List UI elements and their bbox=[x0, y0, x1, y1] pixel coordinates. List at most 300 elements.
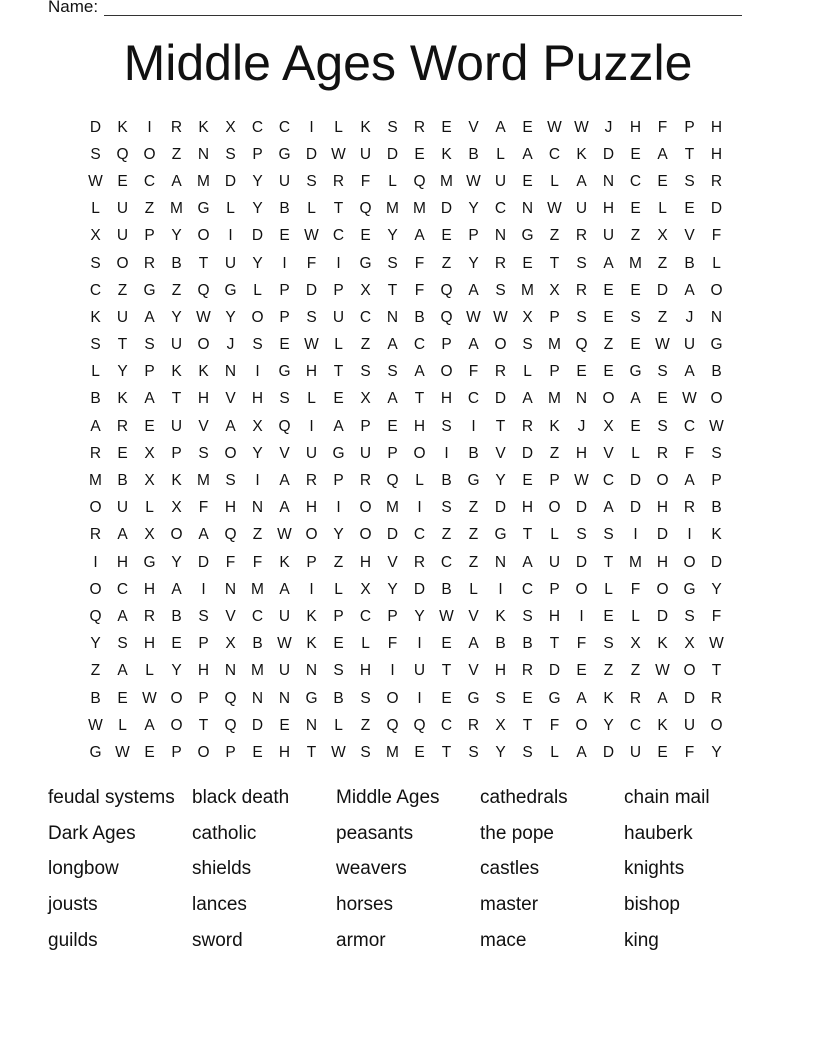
grid-letter: G bbox=[548, 689, 561, 707]
grid-letter: I bbox=[336, 499, 341, 517]
grid-letter: H bbox=[710, 118, 723, 136]
grid-letter: S bbox=[576, 308, 587, 326]
grid-letter: D bbox=[629, 499, 642, 517]
grid-letter: M bbox=[386, 743, 399, 761]
grid-letter: I bbox=[687, 526, 692, 544]
grid-letter: F bbox=[711, 227, 722, 245]
grid-letter: K bbox=[306, 635, 317, 653]
grid-letter: O bbox=[197, 336, 210, 354]
grid-letter: M bbox=[548, 336, 561, 354]
grid-letter: S bbox=[684, 607, 695, 625]
grid-letter: A bbox=[468, 635, 479, 653]
grid-letter: S bbox=[495, 689, 506, 707]
grid-letter: I bbox=[255, 472, 260, 490]
grid-letter: F bbox=[630, 580, 641, 598]
grid-letter: M bbox=[386, 200, 399, 218]
grid-letter: B bbox=[684, 254, 695, 272]
grid-letter: E bbox=[657, 390, 668, 408]
grid-letter: L bbox=[631, 607, 640, 625]
grid-letter: B bbox=[90, 390, 101, 408]
grid-letter: L bbox=[388, 172, 397, 190]
grid-letter: A bbox=[468, 281, 479, 299]
grid-letter: Z bbox=[468, 499, 479, 517]
grid-letter: O bbox=[305, 526, 318, 544]
grid-letter: W bbox=[493, 308, 508, 326]
grid-letter: G bbox=[143, 281, 156, 299]
grid-letter: L bbox=[91, 200, 100, 218]
grid-letter: T bbox=[117, 336, 128, 354]
grid-letter: X bbox=[360, 390, 371, 408]
grid-letter: G bbox=[332, 444, 345, 462]
grid-letter: Y bbox=[171, 227, 182, 245]
grid-letter: N bbox=[305, 662, 318, 680]
grid-letter: I bbox=[309, 580, 314, 598]
grid-letter: R bbox=[467, 716, 480, 734]
grid-letter: N bbox=[602, 172, 615, 190]
grid-letter: O bbox=[143, 145, 156, 163]
grid-letter: R bbox=[710, 172, 723, 190]
grid-letter: M bbox=[440, 172, 453, 190]
grid-letter: F bbox=[252, 553, 263, 571]
grid-letter: O bbox=[683, 553, 696, 571]
grid-letter: B bbox=[414, 308, 425, 326]
grid-letter: Y bbox=[711, 743, 722, 761]
grid-letter: P bbox=[171, 444, 182, 462]
grid-letter: W bbox=[439, 607, 454, 625]
grid-letter: I bbox=[309, 417, 314, 435]
grid-letter: U bbox=[278, 172, 291, 190]
grid-letter: U bbox=[278, 607, 291, 625]
grid-letter: G bbox=[494, 526, 507, 544]
grid-letter: T bbox=[711, 662, 722, 680]
grid-letter: C bbox=[359, 607, 372, 625]
grid-letter: P bbox=[144, 363, 155, 381]
grid-letter: N bbox=[575, 390, 588, 408]
letter-grid bbox=[82, 114, 730, 767]
grid-letter: T bbox=[522, 526, 533, 544]
grid-letter: F bbox=[684, 743, 695, 761]
grid-letter: O bbox=[656, 472, 669, 490]
grid-letter: T bbox=[333, 363, 344, 381]
grid-letter: K bbox=[117, 118, 128, 136]
grid-letter: C bbox=[602, 472, 615, 490]
grid-row bbox=[82, 440, 730, 467]
word-bank-item: knights bbox=[624, 858, 685, 880]
grid-letter: D bbox=[710, 200, 723, 218]
grid-letter: B bbox=[441, 580, 452, 598]
grid-letter: U bbox=[116, 308, 129, 326]
grid-letter: L bbox=[496, 145, 505, 163]
word-bank-item: hauberk bbox=[624, 822, 693, 844]
grid-letter: L bbox=[415, 472, 424, 490]
grid-letter: W bbox=[466, 172, 481, 190]
grid-letter: U bbox=[683, 716, 696, 734]
grid-letter: A bbox=[279, 499, 290, 517]
grid-letter: B bbox=[468, 444, 479, 462]
grid-letter: V bbox=[387, 553, 398, 571]
grid-letter: E bbox=[333, 635, 344, 653]
grid-letter: O bbox=[683, 662, 696, 680]
grid-letter: E bbox=[441, 689, 452, 707]
grid-letter: C bbox=[548, 145, 561, 163]
grid-letter: Z bbox=[468, 526, 479, 544]
grid-row bbox=[82, 576, 730, 603]
grid-letter: O bbox=[710, 716, 723, 734]
grid-letter: D bbox=[89, 118, 102, 136]
grid-letter: S bbox=[576, 526, 587, 544]
grid-letter: L bbox=[631, 444, 640, 462]
grid-letter: G bbox=[278, 363, 291, 381]
grid-letter: S bbox=[360, 743, 371, 761]
grid-letter: C bbox=[467, 390, 480, 408]
grid-letter: O bbox=[170, 716, 183, 734]
grid-letter: P bbox=[252, 145, 263, 163]
grid-letter: I bbox=[93, 553, 98, 571]
word-bank-item: castles bbox=[480, 858, 540, 880]
grid-letter: K bbox=[306, 607, 317, 625]
grid-letter: X bbox=[360, 580, 371, 598]
grid-letter: O bbox=[359, 526, 372, 544]
grid-row bbox=[82, 413, 730, 440]
grid-letter: T bbox=[495, 417, 506, 435]
grid-letter: L bbox=[334, 716, 343, 734]
grid-letter: R bbox=[116, 417, 129, 435]
grid-letter: E bbox=[630, 281, 641, 299]
grid-letter: H bbox=[413, 417, 426, 435]
grid-letter: P bbox=[171, 743, 182, 761]
grid-letter: F bbox=[387, 635, 398, 653]
grid-letter: U bbox=[359, 444, 372, 462]
grid-letter: Z bbox=[117, 281, 128, 299]
grid-letter: E bbox=[252, 743, 263, 761]
grid-row bbox=[82, 522, 730, 549]
grid-letter: Z bbox=[549, 227, 560, 245]
grid-letter: O bbox=[116, 254, 129, 272]
grid-letter: O bbox=[170, 689, 183, 707]
grid-letter: Z bbox=[171, 145, 182, 163]
grid-letter: U bbox=[575, 200, 588, 218]
grid-letter: F bbox=[414, 254, 425, 272]
word-bank-item: longbow bbox=[48, 858, 119, 880]
grid-letter: H bbox=[278, 743, 291, 761]
grid-letter: V bbox=[684, 227, 695, 245]
grid-letter: D bbox=[521, 444, 534, 462]
grid-letter: U bbox=[116, 499, 129, 517]
grid-letter: K bbox=[117, 390, 128, 408]
grid-letter: Z bbox=[468, 553, 479, 571]
grid-letter: Y bbox=[252, 444, 263, 462]
grid-letter: W bbox=[277, 526, 292, 544]
grid-letter: K bbox=[198, 118, 209, 136]
grid-letter: A bbox=[144, 308, 155, 326]
grid-letter: H bbox=[197, 662, 210, 680]
grid-letter: E bbox=[360, 227, 371, 245]
word-bank-row bbox=[48, 780, 768, 816]
grid-letter: I bbox=[417, 689, 422, 707]
grid-letter: P bbox=[684, 118, 695, 136]
grid-row bbox=[82, 223, 730, 250]
grid-letter: X bbox=[252, 417, 263, 435]
grid-letter: Q bbox=[440, 281, 453, 299]
grid-letter: O bbox=[575, 580, 588, 598]
grid-letter: Q bbox=[413, 172, 426, 190]
grid-letter: G bbox=[683, 580, 696, 598]
grid-letter: D bbox=[602, 145, 615, 163]
grid-letter: A bbox=[468, 336, 479, 354]
grid-row bbox=[82, 658, 730, 685]
grid-letter: U bbox=[224, 254, 237, 272]
grid-letter: E bbox=[414, 743, 425, 761]
grid-letter: L bbox=[658, 200, 667, 218]
grid-letter: G bbox=[224, 281, 237, 299]
grid-letter: A bbox=[387, 390, 398, 408]
grid-letter: O bbox=[575, 716, 588, 734]
grid-letter: K bbox=[279, 553, 290, 571]
grid-letter: F bbox=[711, 607, 722, 625]
grid-letter: G bbox=[467, 472, 480, 490]
grid-letter: Z bbox=[144, 200, 155, 218]
grid-letter: P bbox=[549, 580, 560, 598]
grid-letter: Q bbox=[116, 145, 129, 163]
grid-letter: O bbox=[197, 227, 210, 245]
grid-letter: A bbox=[117, 662, 128, 680]
grid-letter: S bbox=[441, 499, 452, 517]
page-title: Middle Ages Word Puzzle bbox=[123, 35, 693, 91]
grid-letter: C bbox=[251, 607, 264, 625]
grid-letter: A bbox=[522, 553, 533, 571]
grid-letter: Y bbox=[711, 580, 722, 598]
grid-row bbox=[82, 196, 730, 223]
grid-letter: O bbox=[494, 336, 507, 354]
grid-letter: M bbox=[413, 200, 426, 218]
grid-letter: M bbox=[521, 281, 534, 299]
grid-letter: W bbox=[196, 308, 211, 326]
grid-letter: E bbox=[630, 145, 641, 163]
grid-letter: Z bbox=[360, 716, 371, 734]
grid-letter: Q bbox=[197, 281, 210, 299]
grid-letter: L bbox=[361, 635, 370, 653]
word-bank-item: peasants bbox=[336, 822, 414, 844]
grid-letter: E bbox=[522, 689, 533, 707]
grid-letter: R bbox=[494, 254, 507, 272]
grid-letter: Y bbox=[252, 172, 263, 190]
grid-letter: O bbox=[710, 281, 723, 299]
grid-letter: S bbox=[144, 336, 155, 354]
grid-letter: L bbox=[469, 580, 478, 598]
grid-row bbox=[82, 685, 730, 712]
grid-letter: V bbox=[468, 662, 479, 680]
grid-letter: T bbox=[333, 200, 344, 218]
word-bank-item: feudal systems bbox=[48, 786, 175, 808]
grid-letter: R bbox=[143, 607, 156, 625]
grid-letter: P bbox=[198, 689, 209, 707]
grid-letter: V bbox=[225, 607, 236, 625]
grid-letter: X bbox=[225, 635, 236, 653]
grid-letter: X bbox=[657, 227, 668, 245]
grid-letter: T bbox=[603, 553, 614, 571]
grid-letter: M bbox=[386, 499, 399, 517]
grid-letter: U bbox=[629, 743, 642, 761]
grid-letter: U bbox=[278, 662, 291, 680]
grid-letter: A bbox=[576, 743, 587, 761]
grid-letter: B bbox=[90, 689, 101, 707]
grid-letter: B bbox=[333, 689, 344, 707]
grid-letter: E bbox=[441, 227, 452, 245]
grid-letter: D bbox=[386, 526, 399, 544]
grid-letter: D bbox=[440, 200, 453, 218]
grid-letter: C bbox=[629, 716, 642, 734]
grid-letter: C bbox=[116, 580, 129, 598]
grid-letter: N bbox=[197, 145, 210, 163]
grid-letter: L bbox=[604, 580, 613, 598]
grid-letter: P bbox=[279, 281, 290, 299]
grid-letter: B bbox=[711, 363, 722, 381]
grid-letter: A bbox=[333, 417, 344, 435]
grid-letter: G bbox=[143, 553, 156, 571]
grid-letter: C bbox=[251, 118, 264, 136]
grid-letter: T bbox=[198, 254, 209, 272]
grid-letter: H bbox=[305, 363, 318, 381]
grid-letter: M bbox=[197, 472, 210, 490]
grid-letter: E bbox=[144, 417, 155, 435]
grid-letter: X bbox=[522, 308, 533, 326]
grid-letter: P bbox=[360, 417, 371, 435]
grid-letter: I bbox=[147, 118, 152, 136]
grid-letter: G bbox=[359, 254, 372, 272]
grid-letter: R bbox=[521, 662, 534, 680]
grid-letter: A bbox=[117, 526, 128, 544]
grid-letter: F bbox=[198, 499, 209, 517]
word-bank-row bbox=[48, 852, 768, 888]
grid-letter: S bbox=[225, 145, 236, 163]
grid-letter: Y bbox=[414, 607, 425, 625]
grid-letter: Z bbox=[603, 336, 614, 354]
grid-letter: E bbox=[144, 743, 155, 761]
grid-letter: U bbox=[413, 662, 426, 680]
grid-letter: R bbox=[413, 553, 426, 571]
grid-letter: L bbox=[334, 580, 343, 598]
grid-letter: O bbox=[251, 308, 264, 326]
grid-letter: Y bbox=[171, 308, 182, 326]
grid-letter: I bbox=[498, 580, 503, 598]
grid-letter: O bbox=[224, 444, 237, 462]
grid-letter: A bbox=[522, 145, 533, 163]
word-bank-item: mace bbox=[480, 930, 527, 952]
grid-letter: Y bbox=[252, 200, 263, 218]
grid-letter: Q bbox=[575, 336, 588, 354]
grid-letter: U bbox=[116, 227, 129, 245]
grid-letter: A bbox=[603, 499, 614, 517]
grid-letter: A bbox=[144, 390, 155, 408]
grid-letter: D bbox=[305, 145, 318, 163]
grid-letter: Z bbox=[90, 662, 101, 680]
grid-letter: S bbox=[306, 308, 317, 326]
grid-letter: X bbox=[90, 227, 101, 245]
grid-letter: C bbox=[521, 580, 534, 598]
grid-letter: D bbox=[602, 743, 615, 761]
grid-letter: D bbox=[251, 716, 264, 734]
grid-letter: V bbox=[603, 444, 614, 462]
grid-letter: Q bbox=[386, 472, 399, 490]
grid-letter: S bbox=[279, 390, 290, 408]
grid-letter: R bbox=[332, 172, 345, 190]
grid-row bbox=[82, 332, 730, 359]
grid-row bbox=[82, 277, 730, 304]
grid-letter: N bbox=[278, 689, 291, 707]
grid-letter: R bbox=[710, 689, 723, 707]
grid-letter: S bbox=[90, 145, 101, 163]
grid-letter: M bbox=[197, 172, 210, 190]
grid-letter: D bbox=[575, 499, 588, 517]
word-bank-item: horses bbox=[336, 894, 394, 916]
grid-letter: R bbox=[629, 689, 642, 707]
grid-letter: Z bbox=[441, 254, 452, 272]
grid-letter: J bbox=[604, 118, 613, 136]
grid-letter: E bbox=[603, 308, 614, 326]
grid-letter: D bbox=[224, 172, 237, 190]
grid-letter: W bbox=[142, 689, 157, 707]
grid-letter: S bbox=[117, 635, 128, 653]
grid-letter: S bbox=[90, 336, 101, 354]
grid-letter: Q bbox=[359, 200, 372, 218]
grid-letter: D bbox=[305, 281, 318, 299]
grid-letter: U bbox=[359, 145, 372, 163]
grid-letter: U bbox=[305, 444, 318, 462]
grid-row bbox=[82, 250, 730, 277]
grid-letter: E bbox=[603, 607, 614, 625]
grid-letter: A bbox=[90, 417, 101, 435]
grid-letter: U bbox=[170, 336, 183, 354]
grid-letter: Y bbox=[333, 526, 344, 544]
grid-letter: P bbox=[441, 336, 452, 354]
grid-letter: C bbox=[89, 281, 102, 299]
grid-letter: O bbox=[710, 390, 723, 408]
grid-letter: F bbox=[576, 635, 587, 653]
grid-letter: W bbox=[682, 390, 697, 408]
grid-letter: V bbox=[225, 390, 236, 408]
grid-letter: I bbox=[201, 580, 206, 598]
word-bank bbox=[48, 780, 768, 959]
grid-letter: I bbox=[633, 526, 638, 544]
grid-letter: W bbox=[466, 308, 481, 326]
grid-letter: S bbox=[360, 689, 371, 707]
grid-letter: G bbox=[710, 336, 723, 354]
grid-letter: W bbox=[277, 635, 292, 653]
grid-row bbox=[82, 467, 730, 494]
grid-letter: A bbox=[279, 472, 290, 490]
grid-row bbox=[82, 603, 730, 630]
grid-letter: Z bbox=[171, 281, 182, 299]
grid-letter: L bbox=[226, 200, 235, 218]
grid-letter: O bbox=[413, 444, 426, 462]
grid-letter: Z bbox=[549, 444, 560, 462]
word-bank-item: chain mail bbox=[624, 786, 710, 808]
grid-letter: E bbox=[441, 118, 452, 136]
grid-letter: D bbox=[251, 227, 264, 245]
grid-letter: S bbox=[90, 254, 101, 272]
grid-letter: T bbox=[549, 254, 560, 272]
grid-letter: Y bbox=[171, 662, 182, 680]
grid-letter: L bbox=[523, 363, 532, 381]
grid-letter: R bbox=[305, 472, 318, 490]
grid-letter: K bbox=[171, 363, 182, 381]
grid-letter: C bbox=[683, 417, 696, 435]
grid-letter: I bbox=[417, 635, 422, 653]
grid-letter: S bbox=[576, 254, 587, 272]
grid-letter: S bbox=[630, 308, 641, 326]
grid-letter: Q bbox=[413, 716, 426, 734]
grid-letter: F bbox=[414, 281, 425, 299]
